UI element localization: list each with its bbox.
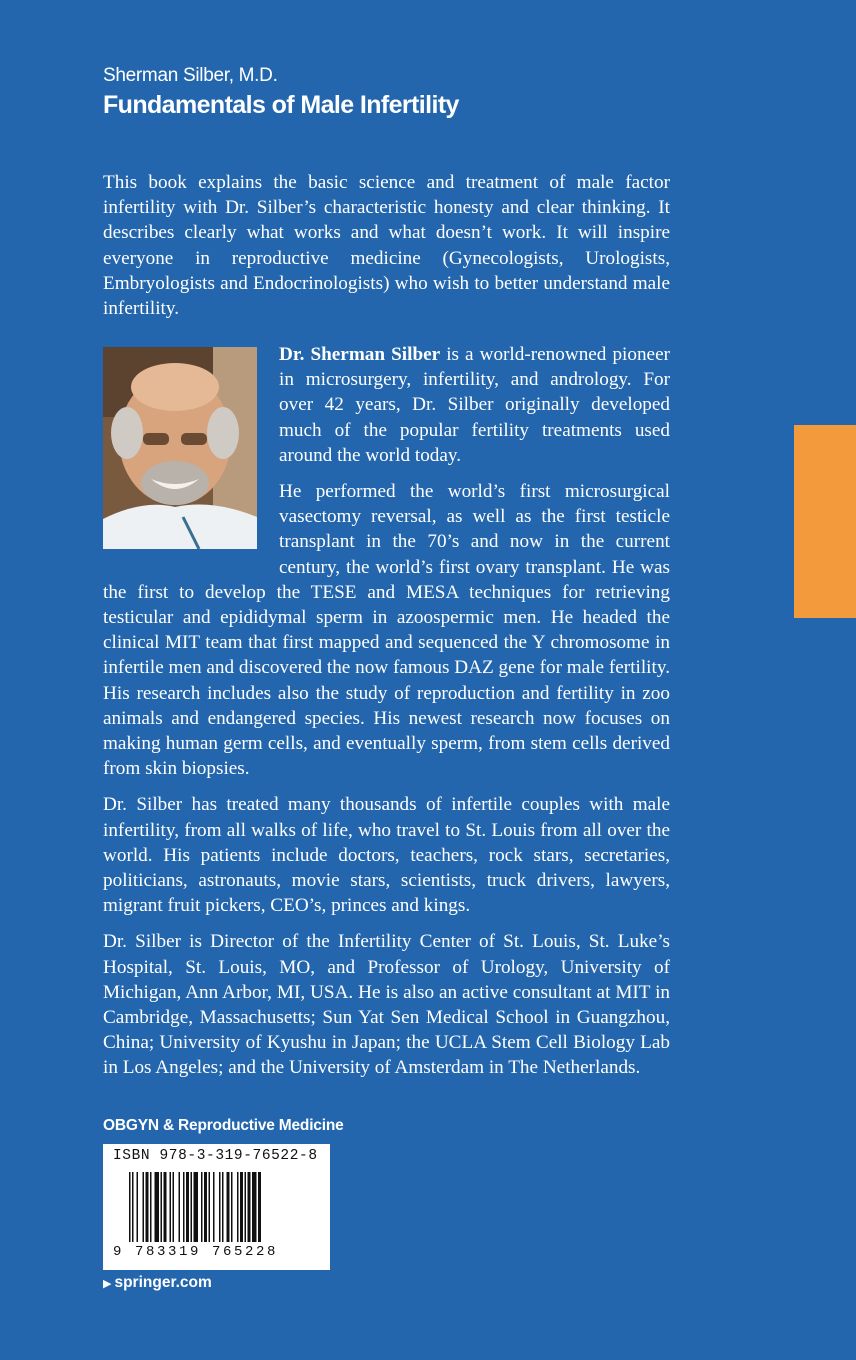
barcode-bar xyxy=(237,1172,239,1242)
author-bio xyxy=(103,342,670,1092)
barcode-bar xyxy=(155,1172,160,1242)
barcode-bar xyxy=(132,1172,134,1242)
barcode-bar xyxy=(186,1172,189,1242)
author-photo xyxy=(103,347,257,549)
barcode-bar xyxy=(194,1172,199,1242)
barcode-bar xyxy=(137,1172,139,1242)
barcode-bar xyxy=(222,1172,224,1242)
barcode-bar xyxy=(173,1172,175,1242)
website-label: springer.com xyxy=(114,1274,212,1291)
barcode-bar xyxy=(219,1172,221,1242)
barcode-bar xyxy=(179,1172,181,1242)
barcode-bar xyxy=(146,1172,149,1242)
barcode-bar xyxy=(170,1172,172,1242)
publisher-website[interactable] xyxy=(103,1274,212,1292)
barcode-bar xyxy=(245,1172,247,1242)
barcode-bar xyxy=(231,1172,233,1242)
bio-positions-paragraph: Dr. Silber is Director of the Infertility Center of St. Louis, St. Luke’s Hospital, St. Louis, MO, and Professor of Urology, University of Michigan, Ann Arbor, MI, USA. He is also an active consultant at MIT in Cambridge, Massachusetts; Sun Yat Sen Medical School in Guangzhou, China; University of Kyushu in Japan; the UCLA Stem Cell Biology Lab in Los Angeles; and the University of Amsterdam in The Netherlands. xyxy=(103,931,670,1079)
barcode-bar xyxy=(164,1172,167,1242)
barcode-digits: 9 783319 765228 xyxy=(113,1244,279,1260)
barcode-bar xyxy=(204,1172,207,1242)
bio-research-paragraph: He performed the world’s first microsurgical vasectomy reversal, as well as the first testicle transplant in the 70’s and now in the current century, the world’s first ovary transplant. He was the first to develop the TESE and MESA techniques for retrieving testicular and epididymal sperm in azoospermic men. He headed the clinical MIT team that first mapped and sequenced the Y chromosome in infertile men and discovered the now famous DAZ gene for male fertility. His research includes also the study of reproduction and fertility in zoo animals and endangered species. His newest research now focuses on making human germ cells, and eventually sperm, from stem cells derived from skin biopsies. xyxy=(103,481,670,780)
barcode-bar xyxy=(209,1172,211,1242)
spine-color-tab xyxy=(794,425,856,618)
barcode-bars xyxy=(129,1172,309,1244)
bio-patients-paragraph: Dr. Silber has treated many thousands of infertile couples with male infertility, from all walks of life, who travel to St. Louis from all over the world. His patients include doctors, teachers, rock stars, secretaries, politicians, astronauts, movie stars, scientists, truck drivers, lawyers, migrant fruit pickers, CEO’s, princes and kings. xyxy=(103,794,670,917)
bio-intro: is a world-renowned pioneer in microsurgery, infertility, and andrology. For over 42 years, Dr. Silber originally developed much of the popular fertility treatments used around the world today. xyxy=(279,344,670,466)
barcode-bar xyxy=(248,1172,251,1242)
isbn-label: ISBN 978-3-319-76522-8 xyxy=(113,1148,318,1164)
barcode-bar xyxy=(213,1172,215,1242)
barcode-bar xyxy=(183,1172,185,1242)
barcode-bar xyxy=(240,1172,243,1242)
barcode-bar xyxy=(191,1172,193,1242)
barcode-bar xyxy=(161,1172,163,1242)
barcode-bar xyxy=(143,1172,145,1242)
author-name: Sherman Silber, M.D. xyxy=(103,65,278,86)
arrow-icon: ▶ xyxy=(103,1278,112,1290)
barcode-bar xyxy=(252,1172,257,1242)
book-title: Fundamentals of Male Infertility xyxy=(103,91,459,119)
barcode-bar xyxy=(258,1172,261,1242)
intro-paragraph: This book explains the basic science and treatment of male factor infertility with Dr. Silber’s characteristic honesty and clear thinking. It describes clearly what works and what doesn’t work. It will inspire everyone in reproductive medicine (Gynecologists, Urologists, Embryologists and Endocrinologists) who wish to better understand male infertility. xyxy=(103,172,670,320)
barcode-bar xyxy=(150,1172,152,1242)
barcode-bar xyxy=(201,1172,203,1242)
bio-name: Dr. Sherman Silber xyxy=(279,344,441,365)
barcode-bar xyxy=(129,1172,131,1242)
barcode-bar xyxy=(227,1172,230,1242)
subject-category: OBGYN & Reproductive Medicine xyxy=(103,1117,344,1134)
isbn-barcode xyxy=(103,1144,330,1270)
